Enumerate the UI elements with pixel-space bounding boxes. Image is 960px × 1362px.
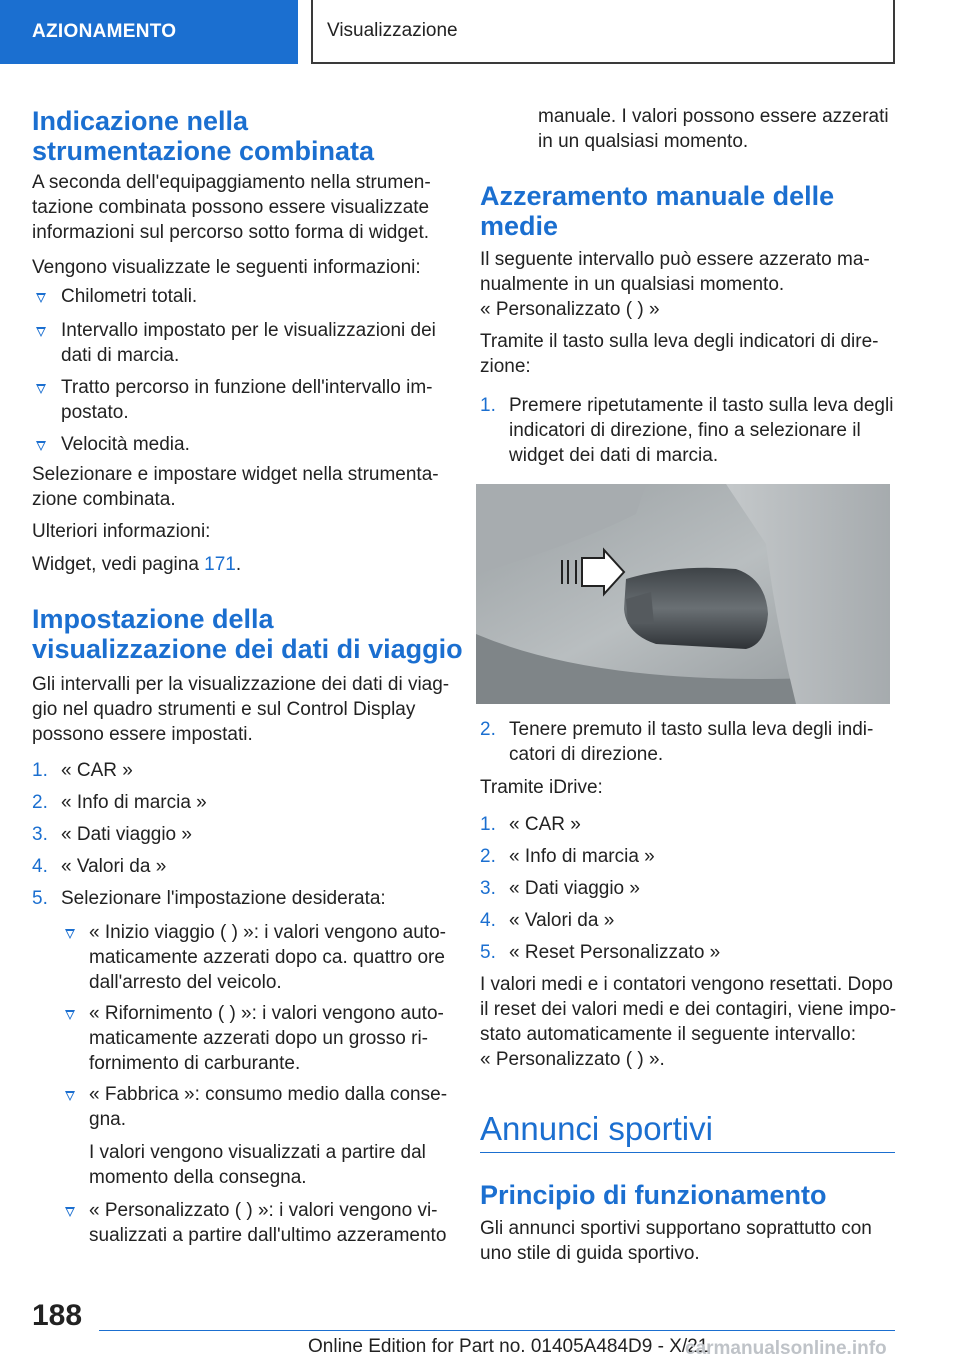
step-number: 4. [32, 856, 48, 877]
step-number: 2. [480, 846, 496, 867]
heading-rule [480, 1152, 895, 1153]
bullet-line: Intervallo impostato per le visualizzazioni dei [61, 320, 436, 341]
step-text: « CAR » [509, 814, 581, 835]
step-number: 4. [480, 910, 496, 931]
paragraph-line: « Personalizzato ( ) » [480, 299, 660, 320]
heading-strumentazione [32, 106, 452, 166]
bullet-triangle-icon [36, 293, 46, 303]
paragraph [32, 552, 241, 577]
paragraph-line: informazioni sul percorso sotto forma di widget. [32, 222, 430, 243]
paragraph-line: in un qualsiasi momento. [538, 131, 749, 152]
paragraph-line: uno stile di guida sportivo. [480, 1243, 700, 1264]
bullet-line: postato. [61, 402, 129, 423]
sub-bullet-line: maticamente azzerati dopo un grosso ri- [89, 1028, 428, 1049]
bullet-triangle-icon [65, 1010, 75, 1020]
paragraph-line: Tramite il tasto sulla leva degli indicatori di dire- [480, 331, 879, 352]
step-text: « Info di marcia » [509, 846, 655, 867]
step-text: « Info di marcia » [61, 792, 207, 813]
heading-azzeramento-line2: medie [480, 211, 559, 241]
step-number: 3. [480, 878, 496, 899]
sub-bullet-line: gna. [89, 1109, 126, 1130]
section-tab: AZIONAMENTO [0, 0, 298, 64]
bullet-line: dati di marcia. [61, 345, 180, 366]
paragraph-line: Gli intervalli per la visualizzazione dei dati di viag- [32, 674, 450, 695]
sub-bullet-line: « Inizio viaggio ( ) »: i valori vengono auto- [89, 922, 446, 943]
step-text: Selezionare l'impostazione desiderata: [61, 888, 386, 909]
page-link[interactable]: 171 [204, 554, 236, 575]
turn-signal-lever-image [476, 484, 890, 704]
sub-bullet-line: fornimento di carburante. [89, 1053, 301, 1074]
sub-bullet-line: sualizzati a partire dall'ultimo azzeramento [89, 1225, 447, 1246]
bullet-triangle-icon [36, 384, 46, 394]
paragraph: Ulteriori informazioni: [32, 521, 211, 542]
paragraph-line: il reset dei valori medi e dei contagiri, viene impo- [480, 999, 897, 1020]
step-line: catori di direzione. [509, 744, 664, 765]
bullet-triangle-icon [65, 1091, 75, 1101]
text: . [235, 554, 242, 575]
paragraph-line: I valori medi e i contatori vengono resettati. Dopo [480, 974, 893, 995]
paragraph-line: Selezionare e impostare widget nella strumenta- [32, 464, 439, 485]
step-line: Premere ripetutamente il tasto sulla leva degli [509, 395, 894, 416]
heading-text: Indicazione nella strumentazione combinata [32, 106, 375, 166]
text: Widget, vedi pagina [32, 554, 205, 575]
sub-bullet-line: momento della consegna. [89, 1167, 307, 1188]
paragraph-line: gio nel quadro strumenti e sul Control Display [32, 699, 416, 720]
step-line: Tenere premuto il tasto sulla leva degli indi- [509, 719, 874, 740]
step-line: indicatori di direzione, fino a selezionare il [509, 420, 861, 441]
sub-bullet-line: « Personalizzato ( ) »: i valori vengono vi- [89, 1200, 438, 1221]
step-text: « Dati viaggio » [61, 824, 192, 845]
sub-bullet-line: I valori vengono visualizzati a partire dal [89, 1142, 426, 1163]
step-number: 2. [32, 792, 48, 813]
paragraph-line: « Personalizzato ( ) ». [480, 1049, 665, 1070]
paragraph-line: Gli annunci sportivi supportano soprattutto con [480, 1218, 872, 1239]
step-number: 2. [480, 719, 496, 740]
paragraph-line: zione combinata. [32, 489, 176, 510]
step-text: « Reset Personalizzato » [509, 942, 721, 963]
chapter-title: Visualizzazione [311, 0, 895, 64]
footer-rule [99, 1330, 895, 1331]
sub-bullet-line: « Fabbrica »: consumo medio dalla conse- [89, 1084, 448, 1105]
heading-azzeramento-line1: Azzeramento manuale delle [480, 181, 835, 211]
step-number: 1. [480, 395, 496, 416]
bullet-line: Velocità media. [61, 434, 190, 455]
paragraph: Vengono visualizzate le seguenti informazioni: [32, 257, 421, 278]
step-number: 5. [32, 888, 48, 909]
step-text: « CAR » [61, 760, 133, 781]
paragraph-line: stato automaticamente il seguente intervallo: [480, 1024, 856, 1045]
bullet-triangle-icon [65, 1207, 75, 1217]
bullet-line: Tratto percorso in funzione dell'intervallo im- [61, 377, 433, 398]
watermark: carmanualsonline.info [685, 1338, 887, 1359]
step-number: 1. [480, 814, 496, 835]
step-number: 1. [32, 760, 48, 781]
heading-principio: Principio di funzionamento [480, 1180, 827, 1210]
step-line: widget dei dati di marcia. [509, 445, 719, 466]
sub-bullet-line: maticamente azzerati dopo ca. quattro ore [89, 947, 445, 968]
step-text: « Dati viaggio » [509, 878, 640, 899]
heading-impostazione-line2: visualizzazione dei dati di viaggio [32, 634, 463, 664]
paragraph-line: nualmente in un qualsiasi momento. [480, 274, 785, 295]
heading-impostazione-line1: Impostazione della [32, 604, 274, 634]
bullet-triangle-icon [36, 327, 46, 337]
paragraph-line: Il seguente intervallo può essere azzerato ma- [480, 249, 870, 270]
heading-annunci: Annunci sportivi [480, 1110, 713, 1147]
paragraph-line: zione: [480, 356, 531, 377]
sub-bullet-line: dall'arresto del veicolo. [89, 972, 282, 993]
paragraph-line: tazione combinata possono essere visualizzate [32, 197, 430, 218]
sub-bullet-line: « Rifornimento ( ) »: i valori vengono auto- [89, 1003, 444, 1024]
step-number: 3. [32, 824, 48, 845]
bullet-triangle-icon [36, 441, 46, 451]
page-number: 188 [32, 1299, 83, 1332]
paragraph-line: manuale. I valori possono essere azzerati [538, 106, 889, 127]
paragraph-line: A seconda dell'equipaggiamento nella strumen- [32, 172, 431, 193]
footer-edition: Online Edition for Part no. 01405A484D9 - X/21 [308, 1336, 709, 1357]
step-text: « Valori da » [61, 856, 167, 877]
step-text: « Valori da » [509, 910, 615, 931]
bullet-triangle-icon [65, 929, 75, 939]
paragraph-line: possono essere impostati. [32, 724, 253, 745]
paragraph: Tramite iDrive: [480, 777, 603, 798]
bullet-line: Chilometri totali. [61, 286, 198, 307]
step-number: 5. [480, 942, 496, 963]
